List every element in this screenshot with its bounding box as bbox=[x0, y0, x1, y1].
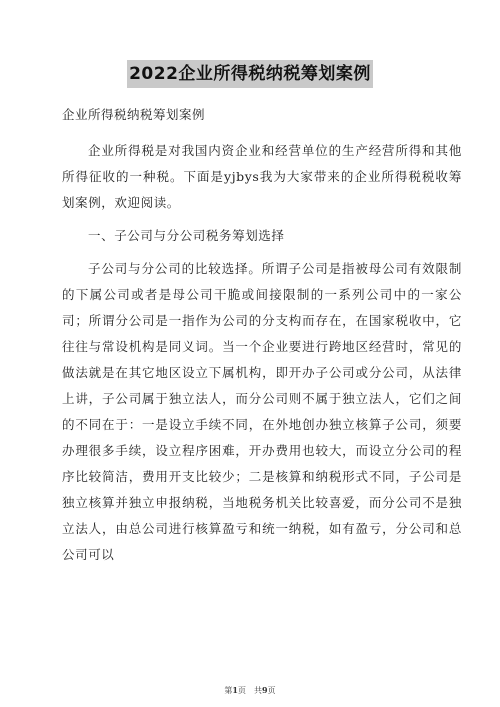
paragraph-comparison: 子公司与分公司的比较选择。所谓子公司是指被母公司有效限制的下属公司或者是母公司干脆或间接限制的一系列公司中的一家公司；所谓分公司是一指作为公司的分支构而存在，在国家税收中，它往往与常设机构是同义词。当一个企业要进行跨地区经营时，常见的做法就是在其它地区设立下属机构，即开办子公司或分公司，从法律上讲，子公司属于独立法人，而分公司则不属于独立法人，它们之间的不同在于：一是设立手续不同，在外地创办独立核算子公司，须要办理很多手续，设立程序困难，开办费用也较大，而设立分公司的程序比较简洁，费用开支比较少；二是核算和纳税形式不同，子公司是独立核算并独立申报纳税，当地税务机关比较喜爱，而分公司不是独立法人，由总公司进行核算盈亏和统一纳税，如有盈亏，分公司和总公司可以 bbox=[62, 261, 462, 562]
total-prefix: 共 bbox=[254, 686, 262, 695]
document-subtitle: 企业所得税纳税筹划案例 bbox=[62, 107, 206, 122]
title-area bbox=[0, 60, 500, 88]
total-unit: 页 bbox=[267, 686, 276, 695]
document-body bbox=[62, 138, 462, 568]
section-heading: 一、子公司与分公司税务筹划选择 bbox=[88, 228, 285, 243]
page-total: 9 bbox=[262, 685, 268, 695]
paragraph-intro: 企业所得税是对我国内资企业和经营单位的生产经营所得和其他所得征收的一种税。下面是yjbys我为大家带来的企业所得税税收筹划案例，欢迎阅读。 bbox=[62, 143, 462, 210]
page-current: 1 bbox=[232, 685, 238, 695]
page-prefix: 第 bbox=[224, 686, 233, 695]
page-footer bbox=[0, 684, 500, 697]
document-title: 2022企业所得税纳税筹划案例 bbox=[127, 60, 373, 88]
page-unit: 页 bbox=[238, 686, 246, 695]
